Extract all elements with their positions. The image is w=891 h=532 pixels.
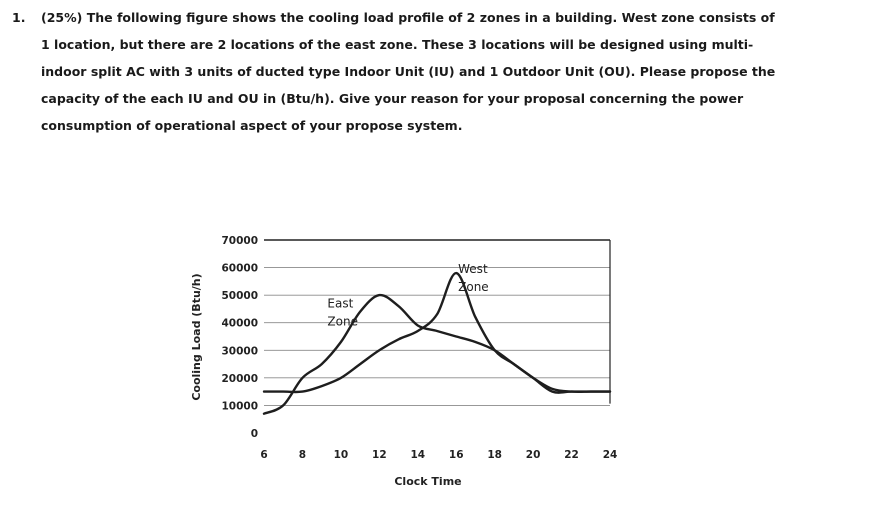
east-zone-label-line-1: East [327,296,354,311]
x-tick-label: 20 [525,449,541,461]
y-tick-label: 70000 [221,235,258,247]
chart-axes [190,235,617,488]
question-number: 1. [12,10,26,25]
chart-grid [264,240,610,405]
x-tick-label: 16 [448,449,464,461]
x-tick-label: 10 [333,449,349,461]
question-text-1: (25%) The following figure shows the cooling load profile of 2 zones in a building. West zone consists of [41,10,775,25]
y-axis-title: Cooling Load (Btu/h) [190,273,203,401]
question-line-2: 1 location, but there are 2 locations of the east zone. These 3 locations will be designed using multi- [41,37,754,52]
x-tick-label: 14 [410,449,426,461]
y-tick-label: 20000 [221,372,258,385]
x-tick-label: 18 [487,449,502,461]
x-tick-label: 22 [564,449,579,461]
east-zone-label-line-2: Zone [327,314,358,329]
x-axis-title: Clock Time [394,475,462,488]
question-line-5: consumption of operational aspect of your propose system. [41,118,463,133]
x-tick-label: 12 [372,449,387,461]
y-tick-label: 60000 [221,262,258,275]
question-line-4: capacity of the each IU and OU in (Btu/h). Give your reason for your proposal concerning the power [41,91,744,106]
x-tick-label: 8 [298,449,307,461]
y-tick-label: 10000 [221,400,258,413]
west-zone-label-line-1: West [458,262,488,277]
y-tick-label: 30000 [221,345,258,358]
chart-series [264,273,610,414]
x-tick-label: 24 [602,449,618,461]
y-tick-label: 50000 [221,290,258,303]
question-line-3: indoor split AC with 3 units of ducted type Indoor Unit (IU) and 1 Outdoor Unit (OU). Please propose the [41,64,776,79]
west-zone-line [264,273,610,393]
west-zone-label-line-2: Zone [458,280,489,295]
y-tick-label: 0 [250,428,258,440]
y-tick-label: 40000 [221,317,258,330]
x-tick-label: 6 [260,449,268,461]
